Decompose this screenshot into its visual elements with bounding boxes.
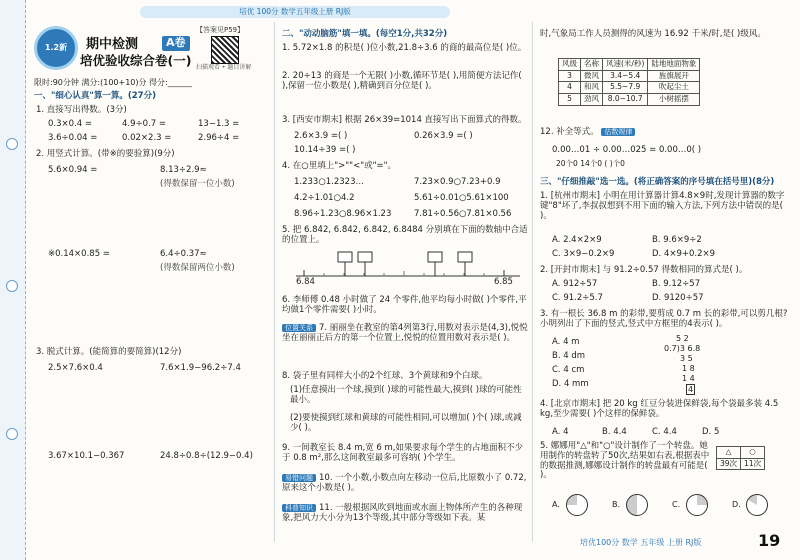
hint: (得数保留一位小数): [160, 179, 235, 189]
hint: (得数保留两位小数): [160, 263, 235, 273]
question: 2. [开封市期末] 与 91.2÷0.57 得数相同的算式是( )。: [540, 265, 748, 275]
option[interactable]: A. 912÷57: [552, 279, 598, 289]
option[interactable]: C. 91.2÷5.7: [552, 293, 603, 303]
option[interactable]: A. 2.4×2×9: [552, 235, 602, 245]
column-divider: [274, 22, 275, 542]
option[interactable]: B. 9.6×9÷2: [652, 235, 702, 245]
workbook-page: 培优 100分 数学五年级上册 RJ版 1.2新 期中检测 A卷 培优验收综合卷(一) 【答案见P59】 扫描观看 • 题目讲解 限时:90分钟 满分:(100+10)分 得分:______ 一、"细心认真"算一算。(27分) 1. 直接写出得数。(3分) 0.3×0.4 = 4.9÷0.7 = 13−1.3 = 3.6÷0.04 = 0.02×2.3 = 2.96÷4 = 2. 用竖式计算。(带※的要验算)(9分) 5.6×0.94 = 8.13÷2.9≈ (得数保留一位小数) ※0.14×0.85 = 6.4÷0.37≈ (得数保留两位小数) 3. 脱式计算。(能简算的要简算)(12分) 2.5×7.6×0.4 7.6×1.9−96.2÷7.4 3.67×10.1−0.367 24.8÷0.8÷(12.9−0.4) 二、"动动脑筋"填一填。(每空1分,共32分) 1. 5.72×1.8 的积是( )位小数,21.8÷3.6 的商的最高位是( )位。 2. 20÷13 的商是一个无限( )小数,循环节是( ),用简便方法记作( ),保留一位小数是( ),精确到百分位是( )。 3. [西安市期末] 根据 26×39=1014 直接写出下面算式的得数。 2.6×3.9 =( ) 0.26×3.9 =( ) 10.14÷39 =( ) 4. 在○里填上">""<"或"="。 1.233○1.2323… 7.23×0.9○7.23+0.9 4.2÷1.01○4.2 5.61÷0.01○5.61×100 8.96÷1.23○8.96×1.23 7.81÷0.56○7.81×0.56 5. 把 6.84̇2, 6.8̇42, 6.842, 6.8484 分别填在下面的数轴中合适的位置上。 6.84 6.85 6. 李师傅 0.48 小时做了 24 个零件,他平均每小时做( )个零件,平均做1个零件需要( )小时。 位置关系 7. 丽丽坐在教室的第4列第3行,用数对表示是(4,3),悦悦坐在丽丽正后方的第一个位置上,悦悦的位置用数对表示是( )。 8. 袋子里有同样大小的2个红球、3个黄球和9个白球。 (1)任意摸出一个球,摸到( )球的可能性最大,摸到( )球的可能性最小。 (2)要使摸到红球和黄球的可能性相同,可以增加( )个( )球,或减少( )。 9. 一间教室长 8.4 m,宽 6 m,如果要求每个学生的占地面积不少于 0.8 m²,那么这间教室最多可容纳( )个学生。 易错问题 10. 一个小数,小数点向左移动一位后,比原数小了 0.72,原来这个小数是( )。 科普知识 11. 一般根据风吹到地面或水面上物体所产生的各种现象,把风力大小分为13个等级,其中部分等级如下表。某 时,气象局工作人员测得的风速为 16.92 千米/时,是( )级风。 风级 名称 风速(米/秒) 陆地地面物象 3 微风 3.4~5.4 旌旗展开 4 和风 5.5~7.9 吹起尘土 5 劲风 8.0~10.7 小树摇摆 12. 补全等式。 估数规律 0.00…01 ÷ 0.00…025 = 0.00…0( ) 20个0 14个0 ( )个0 三、"仔细推敲"选一选。(将正确答案的序号填在括号里)(8分) 1. [杭州市期末] 小明在用计算器计算4.8×9时,发现计算器的数字键"8"坏了,李叔叔想到不用下面的输入方法,下列方法中错误的是( )。 A. 2.4×2×9 B. 9.6×9÷2 C. 3×9−0.2×9 D. 4×9+0.2×9 2. [开封市期末] 与 91.2÷0.57 得数相同的算式是( )。 A. 912÷57 B. 9.12÷57 C. 91.2÷5.7 D. 9120÷57 3. 有一根长 36.8 m 的彩带,要剪成 0.7 m 长的彩带,可以剪几根? 小明列出了下面的竖式,竖式中方框里的4表示( )。 A. 4 m B. 4 dm C. 4 cm D. 4 mm 5 2 0.7)3 6.8 3 5 1 8 1 4 4 4. [北京市期末] 把 20 kg 红豆分装进保鲜袋,每个袋最多装 4.5 kg,至少需要( )个这样的保鲜袋。 A. 4 B. 4.4 C. 4.4 D. 5 5. 娜娜用"△"和"○"设计制作了一个转盘。她用制作的转盘转了50次,结果如右表,根据表中的数据推测,娜娜设计制作的转盘最有可能是( )。 △ ○ 39次 11次 A. B. C. D. 培优100分 数学 五年级 上册 RJ版 19: [0, 0, 800, 560]
header-bar: 培优 100分 数学五年级上册 RJ版: [140, 6, 450, 18]
table-row: 5 劲风 8.0~10.7 小树摇摆: [559, 93, 700, 105]
fill-item: 0.26×3.9 =( ): [414, 131, 473, 141]
compare-item: 7.23×0.9○7.23+0.9: [414, 177, 501, 187]
binding-strip: [0, 0, 26, 560]
option[interactable]: B. 9.12÷57: [652, 279, 701, 289]
question: 科普知识 11. 一般根据风吹到地面或水面上物体所产生的各种现象,把风力大小分为13个等级,其中部分等级如下表。某: [282, 503, 523, 523]
compare-item: 7.81÷0.56○7.81×0.56: [414, 209, 512, 219]
page-footer: 培优100分 数学 五年级 上册 RJ版: [580, 538, 702, 547]
qr-code[interactable]: [211, 36, 239, 64]
fill-item: 10.14÷39 =( ): [294, 145, 356, 155]
column-divider: [532, 22, 533, 542]
question: 9. 一间教室长 8.4 m,宽 6 m,如果要求每个学生的占地面积不少于 0.8 m²,那么这间教室最多可容纳( )个学生。: [282, 443, 524, 463]
question: 2. 20÷13 的商是一个无限( )小数,循环节是( ),用简便方法记作( ),保留一位小数是( ),精确到百分位是( )。: [282, 71, 522, 91]
axis-label: 6.85: [494, 277, 513, 287]
calc-item: 8.13÷2.9≈: [160, 165, 207, 175]
option[interactable]: D. 9120÷57: [652, 293, 704, 303]
section-title: 一、"细心认真"算一算。(27分): [34, 91, 156, 101]
axis-label: 6.84: [296, 277, 315, 287]
option[interactable]: D.: [732, 500, 741, 509]
question: 5. 把 6.84̇2, 6.8̇42, 6.842, 6.8484 分别填在下面的数轴中合适的位置上。: [282, 225, 528, 245]
calc-item: 7.6×1.9−96.2÷7.4: [160, 363, 241, 373]
topic-tag: 位置关系: [282, 324, 316, 332]
question: 位置关系 7. 丽丽坐在教室的第4列第3行,用数对表示是(4,3),悦悦坐在丽丽正后方的第一个位置上,悦悦的位置用数对表示是( )。: [282, 323, 528, 343]
topic-tag: 科普知识: [282, 504, 316, 512]
section-title: 二、"动动脑筋"填一填。(每空1分,共32分): [282, 29, 448, 39]
question: 3. [西安市期末] 根据 26×39=1014 直接写出下面算式的得数。: [282, 115, 527, 125]
binding-hole: [6, 428, 18, 440]
equation-note: 20个0 14个0 ( )个0: [556, 159, 625, 168]
sub-question: (2)要使摸到红球和黄球的可能性相同,可以增加( )个( )球,或减少( )。: [290, 413, 522, 433]
spinner-option-b[interactable]: [626, 494, 648, 516]
question: 易错问题 10. 一个小数,小数点向左移动一位后,比原数小了 0.72,原来这个小数是( )。: [282, 473, 527, 493]
spinner-option-c[interactable]: [686, 494, 708, 516]
fill-item: 2.6×3.9 =( ): [294, 131, 348, 141]
section-title: 三、"仔细推敲"选一选。(将正确答案的序号填在括号里)(8分): [540, 177, 775, 187]
exam-badge: A卷: [162, 36, 190, 51]
question: 5. 娜娜用"△"和"○"设计制作了一个转盘。她用制作的转盘转了50次,结果如右表,根据表中的数据推测,娜娜设计制作的转盘最有可能是( )。: [540, 441, 710, 481]
number-line: [294, 250, 522, 290]
compare-item: 4.2÷1.01○4.2: [294, 193, 355, 203]
exam-subtitle: 培优验收综合卷(一): [80, 53, 192, 68]
wind-table: [558, 58, 700, 106]
table-row: 4 和风 5.5~7.9 吹起尘土: [559, 82, 700, 94]
binding-hole: [6, 138, 18, 150]
exam-title: 期中检测: [86, 37, 139, 52]
sub-question: (1)任意摸出一个球,摸到( )球的可能性最大,摸到( )球的可能性最小。: [290, 385, 522, 405]
option[interactable]: C. 3×9−0.2×9: [552, 249, 615, 259]
spinner-option-a[interactable]: [566, 494, 588, 516]
question: 12. 补全等式。 估数规律: [540, 128, 638, 138]
question: 6. 李师傅 0.48 小时做了 24 个零件,他平均每小时做( )个零件,平均做1个零件需要( )小时。: [282, 295, 527, 315]
calc-item: 2.96÷4 =: [198, 133, 240, 143]
calc-item: 5.6×0.94 =: [48, 165, 98, 175]
option[interactable]: A. 4: [552, 427, 569, 437]
question: 1. 5.72×1.8 的积是( )位小数,21.8÷3.6 的商的最高位是( )位。: [282, 43, 527, 53]
spinner-result-table: △ ○ 39次 11次: [716, 446, 765, 470]
question: 1. 直接写出得数。(3分): [36, 105, 127, 115]
question: 4. 在○里填上">""<"或"="。: [282, 161, 397, 171]
qr-caption: 扫描观看 • 题目讲解: [196, 64, 252, 71]
option[interactable]: C. 4.4: [652, 427, 677, 437]
page-number: 19: [758, 531, 781, 550]
calc-item: 4.9÷0.7 =: [122, 119, 166, 129]
calc-item: ※0.14×0.85 =: [48, 249, 110, 259]
table-header-row: 风级 名称 风速(米/秒) 陆地地面物象: [559, 59, 700, 71]
question: 3. 有一根长 36.8 m 的彩带,要剪成 0.7 m 长的彩带,可以剪几根? 小明列出了下面的竖式,竖式中方框里的4表示( )。: [540, 309, 788, 329]
binding-hole: [6, 280, 18, 292]
answer-reference: 【答案见P59】: [196, 26, 245, 34]
calc-item: 13−1.3 =: [198, 119, 240, 129]
exam-meta: 限时:90分钟 满分:(100+10)分 得分:______: [34, 78, 192, 87]
topic-tag: 估数规律: [601, 128, 635, 136]
calc-item: 6.4÷0.37≈: [160, 249, 207, 259]
option[interactable]: D. 4×9+0.2×9: [652, 249, 716, 259]
equation: 0.00…01 ÷ 0.00…025 = 0.00…0( ): [552, 145, 702, 155]
calc-item: 0.3×0.4 =: [48, 119, 92, 129]
brand-logo: 1.2新: [34, 26, 78, 70]
spinner-option-d[interactable]: [746, 494, 768, 516]
option[interactable]: D. 5: [702, 427, 720, 437]
option[interactable]: B.: [612, 500, 621, 509]
calc-item: 0.02×2.3 =: [122, 133, 172, 143]
option[interactable]: A.: [552, 500, 560, 509]
calc-item: 24.8÷0.8÷(12.9−0.4): [160, 451, 253, 461]
compare-item: 1.233○1.2323…: [294, 177, 364, 187]
question: 3. 脱式计算。(能简算的要简算)(12分): [36, 347, 182, 357]
question: 8. 袋子里有同样大小的2个红球、3个黄球和9个白球。: [282, 371, 488, 381]
option[interactable]: B. 4.4: [602, 427, 627, 437]
question: 4. [北京市期末] 把 20 kg 红豆分装进保鲜袋,每个袋最多装 4.5 kg,至少需要( )个这样的保鲜袋。: [540, 399, 779, 419]
option[interactable]: D. 4 mm: [552, 379, 589, 389]
option[interactable]: B. 4 dm: [552, 351, 586, 361]
topic-tag: 易错问题: [282, 474, 316, 482]
question-continued: 时,气象局工作人员测得的风速为 16.92 千米/时,是( )级风。: [540, 29, 766, 39]
option[interactable]: C. 4 cm: [552, 365, 585, 375]
calc-item: 2.5×7.6×0.4: [48, 363, 103, 373]
compare-item: 5.61÷0.01○5.61×100: [414, 193, 509, 203]
compare-item: 8.96÷1.23○8.96×1.23: [294, 209, 392, 219]
calc-item: 3.67×10.1−0.367: [48, 451, 125, 461]
option[interactable]: A. 4 m: [552, 337, 580, 347]
question: 1. [杭州市期末] 小明在用计算器计算4.8×9时,发现计算器的数字键"8"坏了,李叔叔想到不用下面的输入方法,下列方法中错误的是( )。: [540, 191, 785, 221]
question: 2. 用竖式计算。(带※的要验算)(9分): [36, 149, 175, 159]
calc-item: 3.6÷0.04 =: [48, 133, 98, 143]
option[interactable]: C.: [672, 500, 681, 509]
table-row: 3 微风 3.4~5.4 旌旗展开: [559, 70, 700, 82]
